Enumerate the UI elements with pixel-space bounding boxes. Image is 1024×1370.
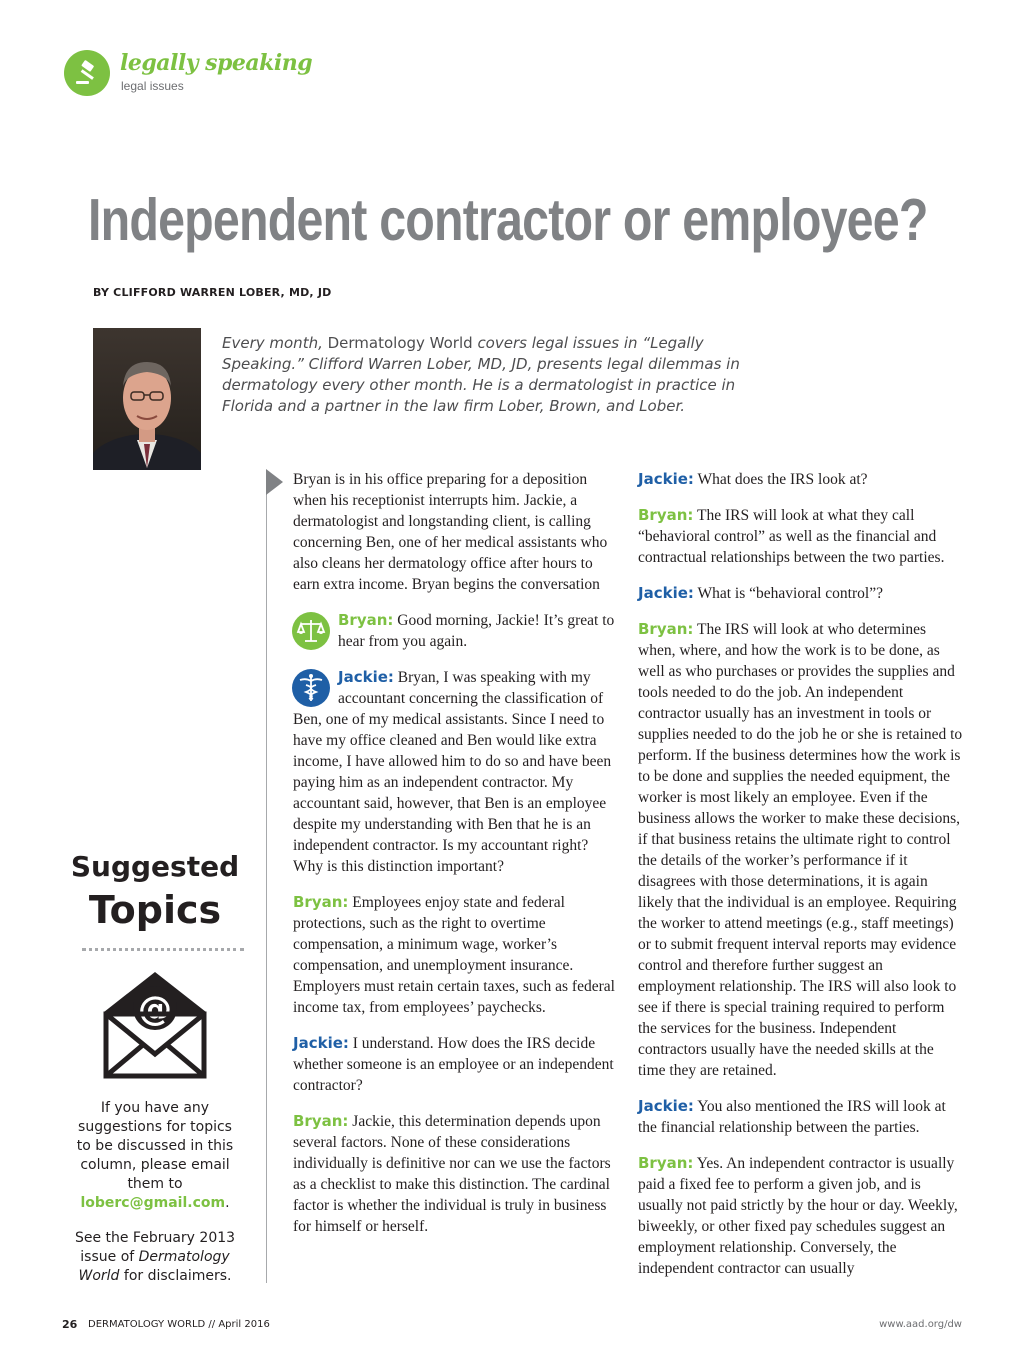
dialogue-jackie-5: Jackie: You also mentioned the IRS will look at the financial relationship between the parties.	[638, 1097, 946, 1136]
body-column-2	[638, 469, 964, 1294]
dialogue-bryan-1: Bryan: Good morning, Jackie! It’s great to hear from you again.	[293, 610, 619, 652]
section-badge	[64, 50, 110, 96]
intro-paragraph: Every month, Dermatology World covers legal issues in “Legally Speaking.” Clifford Warren Lober, MD, JD, presents legal dilemmas in dermatology every other month. He is a dermatologist in practice in Florida and a partner in the law firm Lober, Brown, and Lober.	[222, 334, 740, 415]
dialogue-bryan-3: Bryan: Jackie, this determination depends upon several factors. None of these considerations individually is definitive nor can we use the factors as a checklist to make this distinction. The cardinal factor is whether the individual is truly in business for himself or herself.	[293, 1112, 611, 1235]
sidebar-divider	[82, 948, 244, 951]
dialogue-bryan-6: Bryan: Yes. An independent contractor is usually paid a fixed fee to perform a given job, and is usually not paid strictly by the hour or day. Weekly, biweekly, or other fixed pay schedules suggest an employment relationship. Conversely, the independent contractor can usually	[638, 1154, 958, 1277]
dialogue-bryan-4: Bryan: The IRS will look at what they call “behavioral control” as well as the financial and contractual relationships between the two parties.	[638, 506, 945, 566]
byline: BY CLIFFORD WARREN LOBER, MD, JD	[93, 286, 332, 299]
dialogue-jackie-3: Jackie: What does the IRS look at?	[638, 470, 868, 488]
sidebar-heading-line2: Topics	[88, 888, 222, 932]
footer-magazine: DERMATOLOGY WORLD // April 2016	[88, 1319, 270, 1330]
dialogue-jackie-1: Jackie: Bryan, I was speaking with my accountant concerning the classification of Ben, one of my medical assistants. Since I need to have my office cleaned and Ben would like extra income, I have allowed him to do so and have been paying him as an independent contractor. My accountant said, however, that Ben is an employee despite my understanding with Ben that he is an independent contractor. Is my accountant right? Why is this distinction important?	[293, 668, 612, 875]
publication-name: Dermatology World	[327, 334, 473, 352]
gavel-icon	[73, 59, 101, 87]
body-column-1	[293, 469, 619, 1252]
dialogue-bryan-2: Bryan: Employees enjoy state and federal protections, such as the right to overtime compensation, a minimum wage, worker’s compensation, and unemployment insurance. Employers must retain certain taxes, such as federal income tax, from employees’ paychecks.	[293, 893, 615, 1016]
section-title: legally speaking	[120, 50, 313, 76]
svg-text:@: @	[138, 989, 172, 1029]
page-number: 26	[62, 1318, 78, 1331]
dialogue-jackie-4: Jackie: What is “behavioral control”?	[638, 584, 883, 602]
sidebar-heading-line1: Suggested	[70, 850, 240, 883]
scales-icon	[292, 612, 330, 650]
caduceus-icon	[292, 669, 330, 707]
sidebar-disclaimer: See the February 2013 issue of Dermatology World for disclaimers.	[74, 1230, 236, 1284]
opening-paragraph: Bryan is in his office preparing for a deposition when his receptionist interrupts him. Jackie, a dermatologist and longstanding client, is calling concerning Ben, one of her medical assistants who also cleans her dermatology office after hours to earn extra income. Bryan begins the conversation	[293, 471, 608, 593]
contact-email-link[interactable]: loberc@gmail.com	[80, 1195, 226, 1211]
article-title: Independent contractor or employee?	[88, 187, 928, 253]
column-divider	[266, 471, 267, 1283]
footer-url[interactable]: www.aad.org/dw	[879, 1319, 962, 1330]
email-icon	[100, 968, 210, 1084]
sidebar-text: If you have any suggestions for topics to be discussed in this column, please email them to loberc@gmail.com.	[76, 1100, 234, 1211]
author-photo	[93, 328, 201, 470]
section-subtitle: legal issues	[121, 79, 184, 93]
column-arrow-marker	[266, 469, 283, 495]
dialogue-bryan-5: Bryan: The IRS will look at who determines when, where, and how the work is to be done, as well as who purchases or provides the supplies and tools needed to do the job. An independent contractor usually has an investment in tools or supplies needed to do the job he or she is retained to perform. If the business determines how the work is to be done and supplies the needed equipment, the worker is most likely an employee. Even if the business allows the worker to make these decisions, if that business retains the ultimate right to control the details of the worker’s performance if it disagrees with those determinations, it is again likely that the individual is an employee. Requiring the worker to attend meetings (e.g., staff meetings) or to submit frequent interval reports may evidence control and therefore further suggest an employment relationship. The IRS will also look to see if there is special training required to perform the services for the business. Independent contractors usually have the needed skills at the time they are retained.	[638, 620, 963, 1079]
dialogue-jackie-2: Jackie: I understand. How does the IRS decide whether someone is an employee or an independent contractor?	[293, 1034, 614, 1094]
